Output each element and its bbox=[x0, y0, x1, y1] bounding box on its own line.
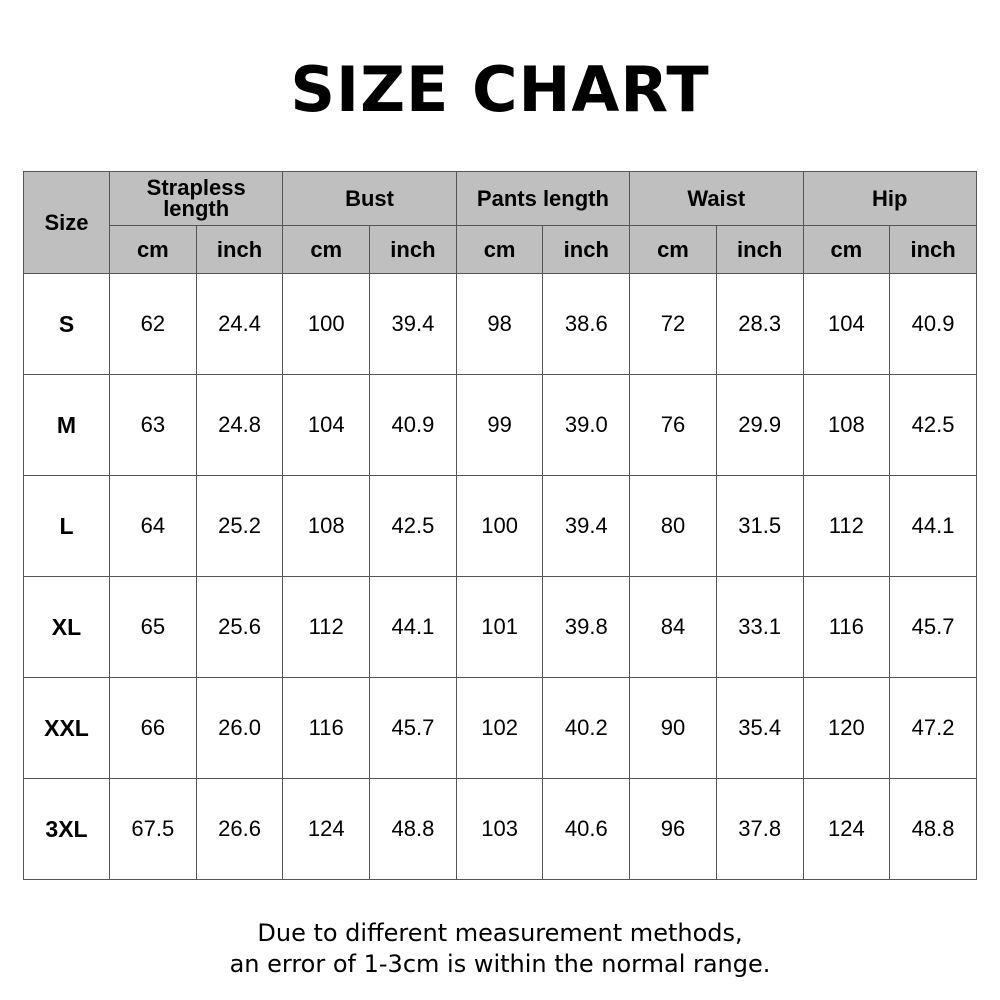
value-cell-cm: 101 bbox=[456, 577, 543, 678]
value-cell-cm: 66 bbox=[110, 678, 197, 779]
value-cell-cm: 116 bbox=[283, 678, 370, 779]
value-cell-inch: 28.3 bbox=[716, 274, 803, 375]
column-group-header: Hip bbox=[803, 172, 977, 226]
table-row bbox=[24, 375, 977, 476]
value-cell-inch: 39.4 bbox=[370, 274, 457, 375]
unit-header-cm: cm bbox=[456, 226, 543, 274]
value-cell-cm: 100 bbox=[283, 274, 370, 375]
value-cell-inch: 31.5 bbox=[716, 476, 803, 577]
value-cell-inch: 24.4 bbox=[196, 274, 283, 375]
value-cell-cm: 100 bbox=[456, 476, 543, 577]
value-cell-cm: 104 bbox=[803, 274, 890, 375]
value-cell-cm: 65 bbox=[110, 577, 197, 678]
unit-header-inch: inch bbox=[196, 226, 283, 274]
value-cell-inch: 45.7 bbox=[890, 577, 977, 678]
value-cell-inch: 37.8 bbox=[716, 779, 803, 880]
table-body bbox=[24, 274, 977, 880]
page-title: SIZE CHART bbox=[290, 53, 710, 126]
value-cell-inch: 40.2 bbox=[543, 678, 630, 779]
value-cell-cm: 103 bbox=[456, 779, 543, 880]
table-row bbox=[24, 577, 977, 678]
value-cell-cm: 76 bbox=[630, 375, 717, 476]
value-cell-cm: 63 bbox=[110, 375, 197, 476]
unit-header-cm: cm bbox=[803, 226, 890, 274]
size-cell: 3XL bbox=[24, 779, 110, 880]
column-group-header: Waist bbox=[630, 172, 803, 226]
value-cell-cm: 84 bbox=[630, 577, 717, 678]
unit-header-cm: cm bbox=[110, 226, 197, 274]
value-cell-inch: 35.4 bbox=[716, 678, 803, 779]
value-cell-inch: 45.7 bbox=[370, 678, 457, 779]
value-cell-inch: 40.6 bbox=[543, 779, 630, 880]
value-cell-inch: 40.9 bbox=[370, 375, 457, 476]
value-cell-cm: 120 bbox=[803, 678, 890, 779]
value-cell-cm: 62 bbox=[110, 274, 197, 375]
value-cell-cm: 104 bbox=[283, 375, 370, 476]
value-cell-inch: 24.8 bbox=[196, 375, 283, 476]
size-column-header: Size bbox=[24, 172, 110, 274]
value-cell-cm: 72 bbox=[630, 274, 717, 375]
value-cell-inch: 25.6 bbox=[196, 577, 283, 678]
table-row bbox=[24, 476, 977, 577]
table-row bbox=[24, 779, 977, 880]
value-cell-cm: 112 bbox=[803, 476, 890, 577]
table-header bbox=[24, 172, 977, 274]
size-cell: XXL bbox=[24, 678, 110, 779]
value-cell-cm: 124 bbox=[803, 779, 890, 880]
table-row bbox=[24, 678, 977, 779]
value-cell-cm: 67.5 bbox=[110, 779, 197, 880]
value-cell-cm: 96 bbox=[630, 779, 717, 880]
value-cell-cm: 99 bbox=[456, 375, 543, 476]
value-cell-inch: 38.6 bbox=[543, 274, 630, 375]
value-cell-cm: 116 bbox=[803, 577, 890, 678]
value-cell-inch: 42.5 bbox=[890, 375, 977, 476]
table-row bbox=[24, 274, 977, 375]
size-cell: S bbox=[24, 274, 110, 375]
unit-header-inch: inch bbox=[890, 226, 977, 274]
header-unit-row bbox=[24, 226, 977, 274]
size-cell: M bbox=[24, 375, 110, 476]
value-cell-inch: 48.8 bbox=[370, 779, 457, 880]
value-cell-inch: 39.8 bbox=[543, 577, 630, 678]
unit-header-inch: inch bbox=[716, 226, 803, 274]
value-cell-cm: 108 bbox=[283, 476, 370, 577]
value-cell-inch: 44.1 bbox=[370, 577, 457, 678]
value-cell-inch: 39.4 bbox=[543, 476, 630, 577]
value-cell-inch: 26.6 bbox=[196, 779, 283, 880]
value-cell-inch: 29.9 bbox=[716, 375, 803, 476]
note-line-2: an error of 1-3cm is within the normal range. bbox=[229, 950, 771, 978]
value-cell-cm: 98 bbox=[456, 274, 543, 375]
column-group-header: Bust bbox=[283, 172, 456, 226]
header-group-row bbox=[24, 172, 977, 226]
column-group-header bbox=[110, 172, 283, 226]
column-group-label: Strapless length bbox=[146, 175, 246, 221]
value-cell-cm: 124 bbox=[283, 779, 370, 880]
note-line-1: Due to different measurement methods, bbox=[257, 919, 743, 947]
value-cell-cm: 90 bbox=[630, 678, 717, 779]
value-cell-inch: 26.0 bbox=[196, 678, 283, 779]
value-cell-cm: 80 bbox=[630, 476, 717, 577]
unit-header-inch: inch bbox=[543, 226, 630, 274]
value-cell-inch: 25.2 bbox=[196, 476, 283, 577]
size-table bbox=[23, 171, 977, 880]
value-cell-inch: 48.8 bbox=[890, 779, 977, 880]
measurement-note bbox=[0, 918, 1000, 980]
value-cell-inch: 47.2 bbox=[890, 678, 977, 779]
column-group-header: Pants length bbox=[456, 172, 629, 226]
value-cell-cm: 64 bbox=[110, 476, 197, 577]
unit-header-inch: inch bbox=[370, 226, 457, 274]
value-cell-cm: 108 bbox=[803, 375, 890, 476]
unit-header-cm: cm bbox=[283, 226, 370, 274]
size-cell: L bbox=[24, 476, 110, 577]
value-cell-cm: 102 bbox=[456, 678, 543, 779]
value-cell-cm: 112 bbox=[283, 577, 370, 678]
value-cell-inch: 40.9 bbox=[890, 274, 977, 375]
unit-header-cm: cm bbox=[630, 226, 717, 274]
value-cell-inch: 33.1 bbox=[716, 577, 803, 678]
value-cell-inch: 42.5 bbox=[370, 476, 457, 577]
value-cell-inch: 44.1 bbox=[890, 476, 977, 577]
value-cell-inch: 39.0 bbox=[543, 375, 630, 476]
size-cell: XL bbox=[24, 577, 110, 678]
